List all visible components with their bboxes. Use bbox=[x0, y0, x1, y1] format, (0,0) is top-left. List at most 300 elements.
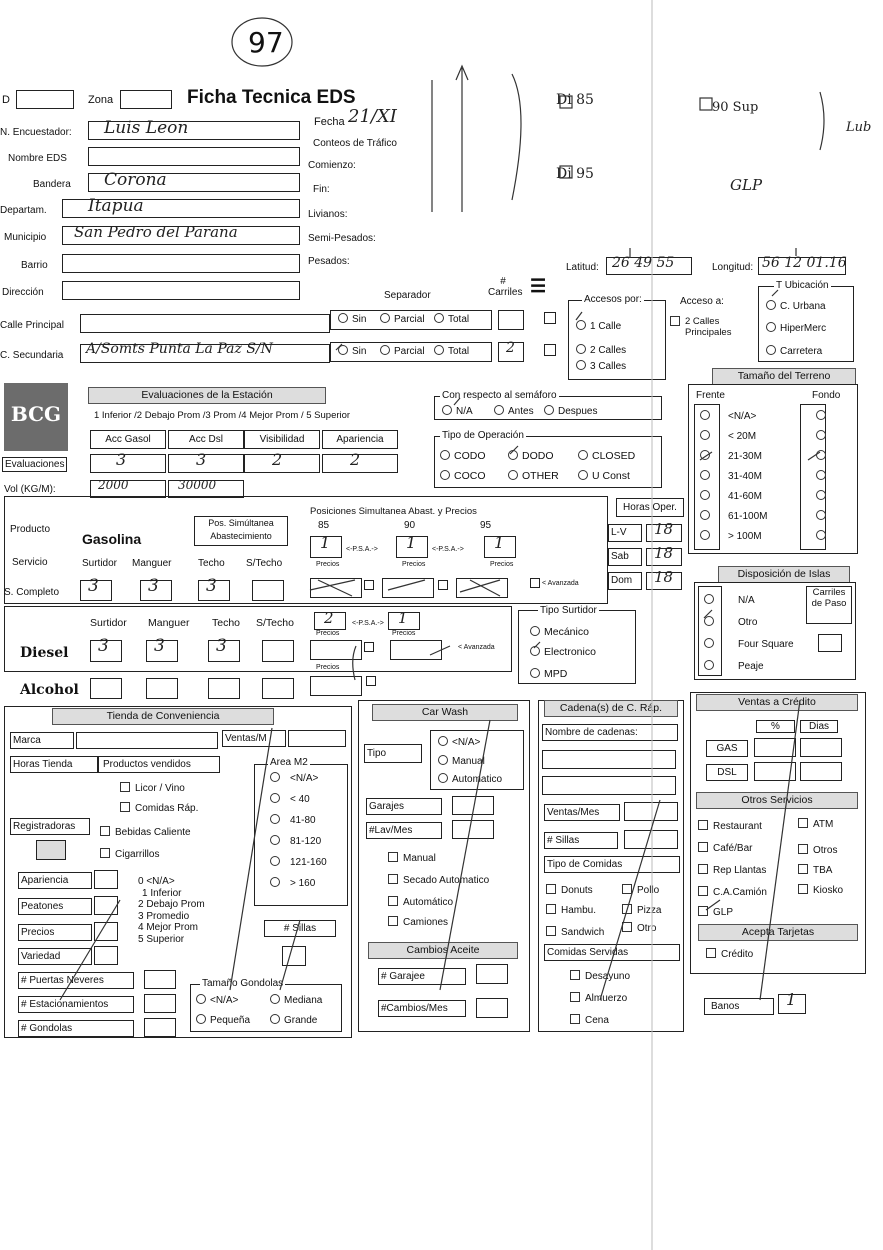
gasolina-name: Gasolina bbox=[82, 531, 142, 547]
alcohol-surtidor[interactable] bbox=[90, 678, 122, 699]
diesel-name: Diesel bbox=[20, 645, 69, 661]
terreno-frente-radio[interactable] bbox=[700, 450, 710, 460]
gas-manguer-value: 3 bbox=[148, 576, 159, 596]
peatones-label: Peatones bbox=[18, 898, 92, 915]
otro-camion[interactable]: C.A.Camión bbox=[698, 886, 767, 898]
cambios-mes-field[interactable] bbox=[476, 998, 508, 1018]
operacion-uconst[interactable]: U Const bbox=[578, 470, 630, 482]
surtidor-mecanico[interactable]: Mecánico bbox=[530, 626, 589, 638]
operacion-other[interactable]: OTHER bbox=[508, 470, 559, 482]
price-95-check[interactable] bbox=[530, 578, 540, 588]
gondolas-title: Tamaño Gondolas bbox=[202, 978, 284, 989]
gas-col-manguer: Manguer bbox=[132, 558, 172, 569]
peatones-field[interactable] bbox=[94, 896, 118, 915]
psa-90-value: 1 bbox=[406, 533, 417, 552]
diesel-techo-value: 3 bbox=[216, 636, 227, 656]
calle-principal-label: Calle Principal bbox=[0, 320, 64, 331]
calle-principal-field[interactable] bbox=[80, 314, 330, 333]
operacion-title: Tipo de Operación bbox=[442, 430, 524, 441]
semaforo-despues[interactable]: Despues bbox=[544, 405, 597, 417]
secundaria-label: C. Secundaria bbox=[0, 350, 64, 361]
header-visibilidad: Visibilidad bbox=[244, 430, 320, 449]
bandera-value: Corona bbox=[104, 170, 167, 190]
vol-label: Vol (KG/M): bbox=[4, 484, 56, 495]
servicio-label: Servicio bbox=[12, 557, 48, 568]
cadena-title: Cadena(s) de C. Ráp. bbox=[544, 700, 678, 717]
latitud-value: 26 49 55 bbox=[612, 255, 675, 271]
precios-field[interactable] bbox=[94, 922, 118, 941]
terreno-frente-radio[interactable] bbox=[700, 410, 710, 420]
credito-dias-label: Dias bbox=[800, 720, 838, 733]
horas-dom-value: 18 bbox=[654, 568, 674, 586]
vol-value-2: 30000 bbox=[178, 478, 217, 492]
gas-col-techo: Techo bbox=[198, 558, 225, 569]
vol-value-1: 2000 bbox=[98, 478, 129, 492]
note-glp: GLP bbox=[730, 176, 763, 194]
bcg-logo: BCG bbox=[4, 383, 68, 451]
area-option[interactable]: <N/A> bbox=[270, 772, 318, 784]
barrio-label: Barrio bbox=[21, 260, 48, 271]
lav-label: #Lav/Mes bbox=[366, 822, 442, 839]
terreno-option[interactable] bbox=[700, 470, 830, 482]
terreno-option-label: < 20M bbox=[728, 431, 757, 442]
terreno-fondo: Fondo bbox=[812, 390, 841, 401]
credito-dsl-dias[interactable] bbox=[800, 762, 842, 781]
separador-secundaria-total[interactable]: Total bbox=[434, 345, 469, 357]
credito-gas-dias[interactable] bbox=[800, 738, 842, 757]
operacion-dodo[interactable]: DODO bbox=[508, 450, 554, 462]
semipesados-label: Semi-Pesados: bbox=[308, 233, 376, 244]
eval-visibilidad-value: 2 bbox=[272, 450, 283, 469]
latitud-label: Latitud: bbox=[566, 262, 599, 273]
barrio-field[interactable] bbox=[62, 254, 300, 273]
gas-surtidor-value: 3 bbox=[88, 576, 99, 596]
cadena-nombre-field-1[interactable] bbox=[542, 750, 676, 769]
separador-principal-parcial[interactable]: Parcial bbox=[380, 313, 425, 325]
diesel-price-check[interactable] bbox=[364, 642, 374, 652]
carriles-paso-field[interactable] bbox=[818, 634, 842, 652]
tipo-comidas-label: Tipo de Comidas bbox=[544, 856, 680, 873]
gas-col-surtidor: Surtidor bbox=[82, 558, 118, 569]
apariencia-field[interactable] bbox=[94, 870, 118, 889]
gondolas-pequena[interactable]: Pequeña bbox=[196, 1014, 250, 1026]
terreno-option[interactable] bbox=[700, 530, 830, 542]
horas-dom-label: Dom bbox=[608, 572, 642, 590]
note-90sup: 90 Sup bbox=[712, 100, 759, 115]
carriles-principal[interactable] bbox=[498, 310, 524, 330]
terreno-title: Tamaño del Terreno bbox=[712, 368, 856, 385]
banos-label: Banos bbox=[704, 998, 774, 1015]
apariencia-label: Apariencia bbox=[18, 872, 92, 889]
horas-lv-label: L-V bbox=[608, 524, 642, 542]
precios-label-2: Precios bbox=[402, 561, 426, 568]
gas-col-stecho: S/Techo bbox=[246, 558, 283, 569]
cambios-garaje-field[interactable] bbox=[476, 964, 508, 984]
producto-bebidas[interactable]: Bebidas Caliente bbox=[100, 826, 191, 838]
psa-label-2: <-P.S.A.-> bbox=[432, 546, 464, 553]
sillas-field[interactable] bbox=[282, 946, 306, 966]
otro-atm[interactable]: ATM bbox=[798, 818, 833, 830]
longitud-value: 56 12 01.16 bbox=[762, 255, 847, 271]
terreno-option-label: 31-40M bbox=[728, 471, 762, 482]
area-option[interactable]: > 160 bbox=[270, 877, 315, 889]
traffic-light-icon: ☰ bbox=[530, 276, 547, 296]
terreno-option[interactable] bbox=[700, 430, 830, 442]
otro-tba[interactable]: TBA bbox=[798, 864, 832, 876]
eval-acc-dsl-value: 3 bbox=[196, 450, 207, 469]
note-d85: Di 85 bbox=[556, 92, 594, 108]
alcohol-price[interactable] bbox=[310, 676, 362, 696]
departam-value: Itapua bbox=[88, 196, 144, 216]
ventas-label: Ventas/M bbox=[222, 730, 286, 747]
credito-pct-label: % bbox=[756, 720, 795, 733]
tienda-title: Tienda de Conveniencia bbox=[52, 708, 274, 725]
tarjetas-title: Acepta Tarjetas bbox=[698, 924, 858, 941]
ubicacion-urbana[interactable]: C. Urbana bbox=[766, 300, 826, 312]
terreno-frente: Frente bbox=[696, 390, 725, 401]
price-85-check[interactable] bbox=[364, 580, 374, 590]
cadena-nombre-field-2[interactable] bbox=[542, 776, 676, 795]
otros-title: Otros Servicios bbox=[696, 792, 858, 809]
eval-acc-gasol-value: 3 bbox=[116, 450, 127, 469]
alcohol-precios: Precios bbox=[316, 664, 340, 671]
header-acc-gasol: Acc Gasol bbox=[90, 430, 166, 449]
otro-restaurant[interactable]: Restaurant bbox=[698, 820, 762, 832]
secundaria-value: A/Somts Punta La Paz S/N bbox=[86, 341, 273, 357]
producto-licor[interactable]: Licor / Vino bbox=[120, 782, 185, 794]
carriles-secundaria-check[interactable] bbox=[544, 344, 556, 356]
cambios-title: Cambios Aceite bbox=[368, 942, 518, 959]
terreno-frente-radio[interactable] bbox=[700, 430, 710, 440]
horas-title: Horas Oper. bbox=[616, 498, 684, 517]
separador-label: Separador bbox=[384, 290, 431, 301]
avanzada-label-diesel: < Avanzada bbox=[458, 644, 495, 651]
producto-label: Producto bbox=[10, 524, 51, 535]
diesel-precios-2: Precios bbox=[392, 630, 416, 637]
diesel-col-techo: Techo bbox=[212, 617, 241, 629]
registradoras-label: Registradoras bbox=[10, 818, 90, 835]
carwash-manual[interactable]: Manual bbox=[388, 852, 436, 864]
terreno-fondo-radio[interactable] bbox=[816, 510, 826, 520]
acceso-a-label: Acceso a: bbox=[680, 296, 724, 307]
operacion-closed[interactable]: CLOSED bbox=[578, 450, 635, 462]
marca-label: Marca bbox=[10, 732, 74, 749]
terreno-frente-radio[interactable] bbox=[700, 470, 710, 480]
alcohol-stecho[interactable] bbox=[262, 678, 294, 699]
diesel-surtidor-value: 3 bbox=[98, 636, 109, 656]
header-acc-dsl: Acc Dsl bbox=[168, 430, 244, 449]
evaluaciones-row-label: Evaluaciones bbox=[2, 457, 67, 472]
semaforo-title: Con respecto al semáforo bbox=[442, 390, 557, 401]
terreno-frente-radio[interactable] bbox=[700, 530, 710, 540]
alcohol-manguer[interactable] bbox=[146, 678, 178, 699]
gondolas-na[interactable]: <N/A> bbox=[196, 994, 238, 1006]
evaluaciones-scale: 1 Inferior /2 Debajo Prom /3 Prom /4 Mejor Prom / 5 Superior bbox=[94, 410, 351, 421]
servida-cena[interactable]: Cena bbox=[570, 1014, 609, 1026]
diesel-psa-label: <-P.S.A.-> bbox=[352, 620, 384, 627]
surtidor-title: Tipo Surtidor bbox=[540, 605, 597, 616]
price-85-field[interactable] bbox=[310, 578, 362, 598]
credito-gas-pct[interactable] bbox=[754, 738, 796, 757]
fecha-label: Fecha bbox=[314, 116, 345, 128]
diesel-psa-1-value: 2 bbox=[324, 609, 334, 627]
cadena-sillas-label: # Sillas bbox=[544, 832, 618, 849]
diesel-manguer-value: 3 bbox=[154, 636, 165, 656]
registradoras-field[interactable] bbox=[36, 840, 66, 860]
producto-comidas[interactable]: Comidas Ráp. bbox=[120, 802, 198, 814]
ubicacion-carretera[interactable]: Carretera bbox=[766, 345, 822, 357]
islas-na[interactable]: N/A bbox=[704, 594, 755, 606]
note-lub: Lub bbox=[846, 120, 872, 135]
servida-almuerzo[interactable]: Almuerzo bbox=[570, 992, 627, 1004]
banos-value: 1 bbox=[786, 990, 797, 1009]
alcohol-name: Alcohol bbox=[20, 682, 79, 698]
terreno-option-label: 21-30M bbox=[728, 451, 762, 462]
precios-label-3: Precios bbox=[490, 561, 514, 568]
zona-label: Zona bbox=[88, 94, 114, 106]
diesel-col-manguer: Manguer bbox=[148, 617, 190, 629]
islas-peaje[interactable]: Peaje bbox=[704, 660, 764, 672]
credito-dsl-label: DSL bbox=[706, 764, 748, 781]
price-95-field[interactable] bbox=[456, 578, 508, 598]
diesel-col-surtidor: Surtidor bbox=[90, 617, 127, 629]
separador-secundaria-sin[interactable]: Sin bbox=[338, 345, 366, 357]
fin-label: Fin: bbox=[313, 184, 330, 195]
accesos-title: Accesos por: bbox=[584, 294, 642, 305]
terreno-fondo-radio[interactable] bbox=[816, 410, 826, 420]
eval-acc-gasol[interactable] bbox=[90, 454, 166, 473]
comida-hambu[interactable]: Hambu. bbox=[546, 904, 596, 916]
gondolas-label: # Gondolas bbox=[18, 1020, 134, 1037]
estacionamientos-field[interactable] bbox=[144, 994, 176, 1013]
comida-otro[interactable]: Otro bbox=[622, 922, 656, 934]
area-title: Area M2 bbox=[270, 757, 308, 768]
completo-label: S. Completo bbox=[4, 587, 60, 598]
terreno-fondo-radio[interactable] bbox=[816, 450, 826, 460]
surtidor-mpd[interactable]: MPD bbox=[530, 668, 567, 680]
operacion-codo[interactable]: CODO bbox=[440, 450, 486, 462]
terreno-option[interactable] bbox=[700, 450, 830, 462]
diesel-precios-1: Precios bbox=[316, 630, 340, 637]
marca-field[interactable] bbox=[76, 732, 218, 749]
terreno-frente-radio[interactable] bbox=[700, 510, 710, 520]
gondolas-grande[interactable]: Grande bbox=[270, 1014, 317, 1026]
comida-sandwich[interactable]: Sandwich bbox=[546, 926, 604, 938]
municipio-value: San Pedro del Parana bbox=[74, 223, 238, 241]
posiciones-title: Posiciones Simultanea Abast. y Precios bbox=[310, 506, 477, 517]
alcohol-price-check[interactable] bbox=[366, 676, 376, 686]
bandera-label: Bandera bbox=[33, 179, 71, 190]
separador-principal-total[interactable]: Total bbox=[434, 313, 469, 325]
psa-85-value: 1 bbox=[320, 533, 331, 552]
gondolas-field[interactable] bbox=[144, 1018, 176, 1037]
terreno-option-label: 41-60M bbox=[728, 491, 762, 502]
ubicacion-hipermerc[interactable]: HiperMerc bbox=[766, 322, 826, 334]
precios-label-1: Precios bbox=[316, 561, 340, 568]
carwash-camiones[interactable]: Camiones bbox=[388, 916, 448, 928]
encuestador-value: Luis Leon bbox=[104, 118, 189, 138]
terreno-option-label: <N/A> bbox=[728, 411, 757, 422]
terreno-fondo-radio[interactable] bbox=[816, 530, 826, 540]
header-apariencia: Apariencia bbox=[322, 430, 398, 449]
octane-85: 85 bbox=[318, 520, 330, 531]
comidas-servidas-label: Comidas Servidas bbox=[544, 944, 680, 961]
carriles-secundaria-value: 2 bbox=[506, 340, 515, 356]
ventas-field[interactable] bbox=[288, 730, 346, 747]
price-90-check[interactable] bbox=[438, 580, 448, 590]
diesel-stecho[interactable] bbox=[262, 640, 294, 662]
garajes-field[interactable] bbox=[452, 796, 494, 815]
horas-sab-label: Sab bbox=[608, 548, 642, 566]
cadena-ventas-field[interactable] bbox=[624, 802, 678, 821]
puertas-field[interactable] bbox=[144, 970, 176, 989]
nombre-field[interactable] bbox=[88, 147, 300, 166]
carwash-tipo-manual[interactable]: Manual bbox=[438, 755, 485, 767]
credito-gas-label: GAS bbox=[706, 740, 748, 757]
carwash-title: Car Wash bbox=[372, 704, 518, 721]
diesel-psa-2-value: 1 bbox=[398, 609, 408, 627]
cadena-sillas-field[interactable] bbox=[624, 830, 678, 849]
separador-principal-sin[interactable]: Sin bbox=[338, 313, 366, 325]
terreno-option-label: > 100M bbox=[728, 531, 762, 542]
accesos-3calles[interactable]: 3 Calles bbox=[576, 360, 626, 372]
producto-cigarrillos[interactable]: Cigarrillos bbox=[100, 848, 159, 860]
area-option[interactable]: 81-120 bbox=[270, 835, 321, 847]
zona-field[interactable] bbox=[120, 90, 172, 109]
accesos-2calles[interactable]: 2 Calles bbox=[576, 344, 626, 356]
municipio-label: Municipio bbox=[4, 232, 47, 243]
carriles-paso-label: Carriles de Paso bbox=[806, 586, 852, 624]
psa-95-value: 1 bbox=[494, 533, 505, 552]
carriles-label: # Carriles bbox=[488, 276, 523, 298]
octane-95: 95 bbox=[480, 520, 492, 531]
tarjeta-credito[interactable]: Crédito bbox=[706, 948, 753, 960]
livianos-label: Livianos: bbox=[308, 209, 348, 220]
comida-pizza[interactable]: Pizza bbox=[622, 904, 661, 916]
terreno-fondo-radio[interactable] bbox=[816, 490, 826, 500]
nombre-label: Nombre EDS bbox=[8, 153, 67, 164]
gas-techo-value: 3 bbox=[206, 576, 217, 596]
direccion-field[interactable] bbox=[62, 281, 300, 300]
comienzo-label: Comienzo: bbox=[308, 160, 356, 171]
horas-lv-value: 18 bbox=[654, 520, 674, 538]
islas-foursquare[interactable]: Four Square bbox=[704, 638, 794, 650]
conteos-label: Conteos de Tráfico bbox=[313, 138, 397, 149]
accesos-1calle[interactable]: 1 Calle bbox=[576, 320, 621, 332]
estacionamientos-label: # Estacionamientos bbox=[18, 996, 134, 1013]
productos-label: Productos vendidos bbox=[98, 756, 220, 773]
servida-desayuno[interactable]: Desayuno bbox=[570, 970, 630, 982]
acceso-a-2calles[interactable]: 2 Calles Principales bbox=[670, 316, 739, 338]
fecha-value: 21/XI bbox=[348, 106, 397, 127]
terreno-option[interactable] bbox=[700, 410, 830, 422]
carwash-secado[interactable]: Secado Automatico bbox=[388, 874, 489, 886]
diesel-price-2[interactable] bbox=[390, 640, 442, 660]
carwash-automatico[interactable]: Automático bbox=[388, 896, 453, 908]
lav-field[interactable] bbox=[452, 820, 494, 839]
carwash-tipo-na[interactable]: <N/A> bbox=[438, 736, 480, 748]
form-title: Ficha Tecnica EDS bbox=[187, 87, 356, 108]
longitud-label: Longitud: bbox=[712, 262, 754, 273]
semaforo-na[interactable]: N/A bbox=[442, 405, 473, 417]
area-option[interactable]: < 40 bbox=[270, 793, 310, 805]
gas-stecho[interactable] bbox=[252, 580, 284, 601]
diesel-price-1[interactable] bbox=[310, 640, 362, 660]
separador-secundaria-parcial[interactable]: Parcial bbox=[380, 345, 425, 357]
terreno-option[interactable] bbox=[700, 490, 830, 502]
credito-title: Ventas a Crédito bbox=[696, 694, 858, 711]
otro-otros[interactable]: Otros bbox=[798, 844, 837, 856]
credito-dsl-pct[interactable] bbox=[754, 762, 796, 781]
terreno-fondo-radio[interactable] bbox=[816, 430, 826, 440]
precios-label-tienda: Precios bbox=[18, 924, 92, 941]
diesel-panel bbox=[4, 606, 512, 672]
avanzada-label-gas: < Avanzada bbox=[542, 580, 579, 587]
eval-apariencia-value: 2 bbox=[350, 450, 361, 469]
departam-label: Departam. bbox=[0, 205, 47, 216]
terreno-option-label: 61-100M bbox=[728, 511, 768, 522]
page-number: 97 bbox=[248, 26, 284, 59]
carwash-tipo-automatico[interactable]: Automatico bbox=[438, 773, 502, 785]
direccion-label: Dirección bbox=[2, 287, 44, 298]
islas-otro[interactable]: Otro bbox=[704, 616, 757, 628]
horas-tienda-label: Horas Tienda bbox=[10, 756, 98, 773]
otro-rep-llantas[interactable]: Rep Llantas bbox=[698, 864, 766, 876]
id-label: D bbox=[2, 94, 10, 106]
otro-glp[interactable]: GLP bbox=[698, 906, 733, 918]
id-field[interactable] bbox=[16, 90, 74, 109]
surtidor-electronico[interactable]: Electronico bbox=[530, 646, 596, 658]
comida-donuts[interactable]: Donuts bbox=[546, 884, 593, 896]
terreno-frente-radio[interactable] bbox=[700, 490, 710, 500]
octane-90: 90 bbox=[404, 520, 416, 531]
sillas-label: # Sillas bbox=[264, 920, 336, 937]
operacion-coco[interactable]: COCO bbox=[440, 470, 486, 482]
area-option[interactable]: 121-160 bbox=[270, 856, 327, 868]
garajes-label: Garajes bbox=[366, 798, 442, 815]
carwash-tipo-label: Tipo bbox=[364, 744, 422, 763]
cambios-mes-label: #Cambios/Mes bbox=[378, 1000, 466, 1017]
semaforo-antes[interactable]: Antes bbox=[494, 405, 534, 417]
carriles-principal-check[interactable] bbox=[544, 312, 556, 324]
note-d95: Di 95 bbox=[556, 166, 594, 182]
gondolas-mediana[interactable]: Mediana bbox=[270, 994, 322, 1006]
variedad-label: Variedad bbox=[18, 948, 92, 965]
terreno-fondo-radio[interactable] bbox=[816, 470, 826, 480]
variedad-field[interactable] bbox=[94, 946, 118, 965]
ubicacion-title: T Ubicación bbox=[776, 280, 829, 291]
pesados-label: Pesados: bbox=[308, 256, 350, 267]
price-90-field[interactable] bbox=[382, 578, 434, 598]
otro-cafe[interactable]: Café/Bar bbox=[698, 842, 752, 854]
alcohol-techo[interactable] bbox=[208, 678, 240, 699]
cambios-garaje-label: # Garajee bbox=[378, 968, 466, 985]
cadena-ventas-label: Ventas/Mes bbox=[544, 804, 620, 821]
comida-pollo[interactable]: Pollo bbox=[622, 884, 659, 896]
islas-title: Disposición de Islas bbox=[718, 566, 850, 583]
area-option[interactable]: 41-80 bbox=[270, 814, 316, 826]
otro-kiosko[interactable]: Kiosko bbox=[798, 884, 843, 896]
terreno-option[interactable] bbox=[700, 510, 830, 522]
cadena-nombre-label: Nombre de cadenas: bbox=[542, 724, 678, 741]
diesel-col-stecho: S/Techo bbox=[256, 617, 294, 629]
horas-sab-value: 18 bbox=[654, 544, 674, 562]
scale-legend: 0 <N/A> 1 Inferior 2 Debajo Prom 3 Promedio 4 Mejor Prom 5 Superior bbox=[138, 876, 205, 945]
puertas-label: # Puertas Neveres bbox=[18, 972, 134, 989]
psa-label-1: <-P.S.A.-> bbox=[346, 546, 378, 553]
pos-sim-label: Pos. Simúltanea Abastecimiento bbox=[194, 516, 288, 546]
evaluaciones-title: Evaluaciones de la Estación bbox=[88, 387, 326, 404]
